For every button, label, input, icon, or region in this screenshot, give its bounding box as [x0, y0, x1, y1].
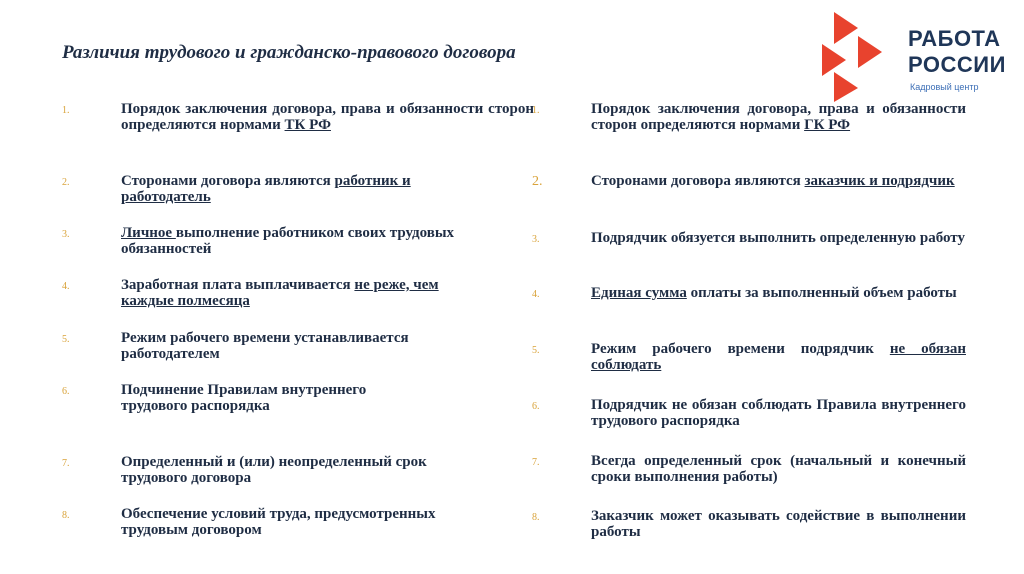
item-text: Заказчик может оказывать содействие в выполнении работы — [591, 508, 966, 540]
item-number: 4. — [62, 281, 70, 292]
item-text: Режим рабочего времени устанавливается работодателем — [121, 330, 409, 362]
item-text: Сторонами договора являются работник и работодатель — [121, 173, 411, 205]
right-column — [532, 102, 972, 552]
item-number: 5. — [62, 334, 70, 345]
item-text: Заработная плата выплачивается не реже, чем каждые полмесяца — [121, 277, 439, 309]
item-number: 3. — [532, 234, 540, 245]
item-number: 6. — [532, 401, 540, 412]
item-text: Порядок заключения договора, права и обязанности сторон определяются нормами ТК РФ — [121, 101, 534, 133]
item-number: 2. — [62, 177, 70, 188]
item-text: Подрядчик обязуется выполнить определенную работу — [591, 230, 965, 246]
item-text: Обеспечение условий труда, предусмотренных трудовым договором — [121, 506, 436, 538]
item-text: Всегда определенный срок (начальный и конечный сроки выполнения работы) — [591, 453, 966, 485]
item-text: Подчинение Правилам внутреннего трудового распорядка — [121, 382, 367, 414]
item-number: 7. — [532, 457, 540, 468]
logo-text-line2: РОССИИ — [908, 52, 1006, 77]
item-text: Определенный и (или) неопределенный срок трудового договора — [121, 454, 427, 486]
logo-subtitle: Кадровый центр — [910, 82, 979, 92]
item-text: Порядок заключения договора, права и обязанности сторон определяются нормами ГК РФ — [591, 101, 966, 133]
item-number: 7. — [62, 458, 70, 469]
item-text: Единая сумма оплаты за выполненный объем работы — [591, 285, 957, 301]
item-number: 2. — [532, 174, 543, 189]
item-number: 6. — [62, 386, 70, 397]
logo-text-line1: РАБОТА — [908, 26, 1001, 51]
item-number: 1. — [532, 105, 540, 116]
item-number: 5. — [532, 345, 540, 356]
item-number: 4. — [532, 289, 540, 300]
item-number: 3. — [62, 229, 70, 240]
item-number: 1. — [62, 105, 70, 116]
item-number: 8. — [62, 510, 70, 521]
rabota-rossii-logo — [820, 12, 1020, 102]
page-title: Различия трудового и гражданско-правового договора — [62, 42, 516, 63]
item-number: 8. — [532, 512, 540, 523]
item-text: Подрядчик не обязан соблюдать Правила внутреннего трудового распорядка — [591, 397, 966, 429]
item-text: Режим рабочего времени подрядчик не обязан соблюдать — [591, 341, 966, 373]
left-column — [62, 101, 534, 552]
item-text: Личное выполнение работником своих трудовых обязанностей — [121, 225, 455, 257]
logo-arrows-icon — [820, 12, 904, 102]
item-text: Сторонами договора являются заказчик и подрядчик — [591, 173, 955, 189]
